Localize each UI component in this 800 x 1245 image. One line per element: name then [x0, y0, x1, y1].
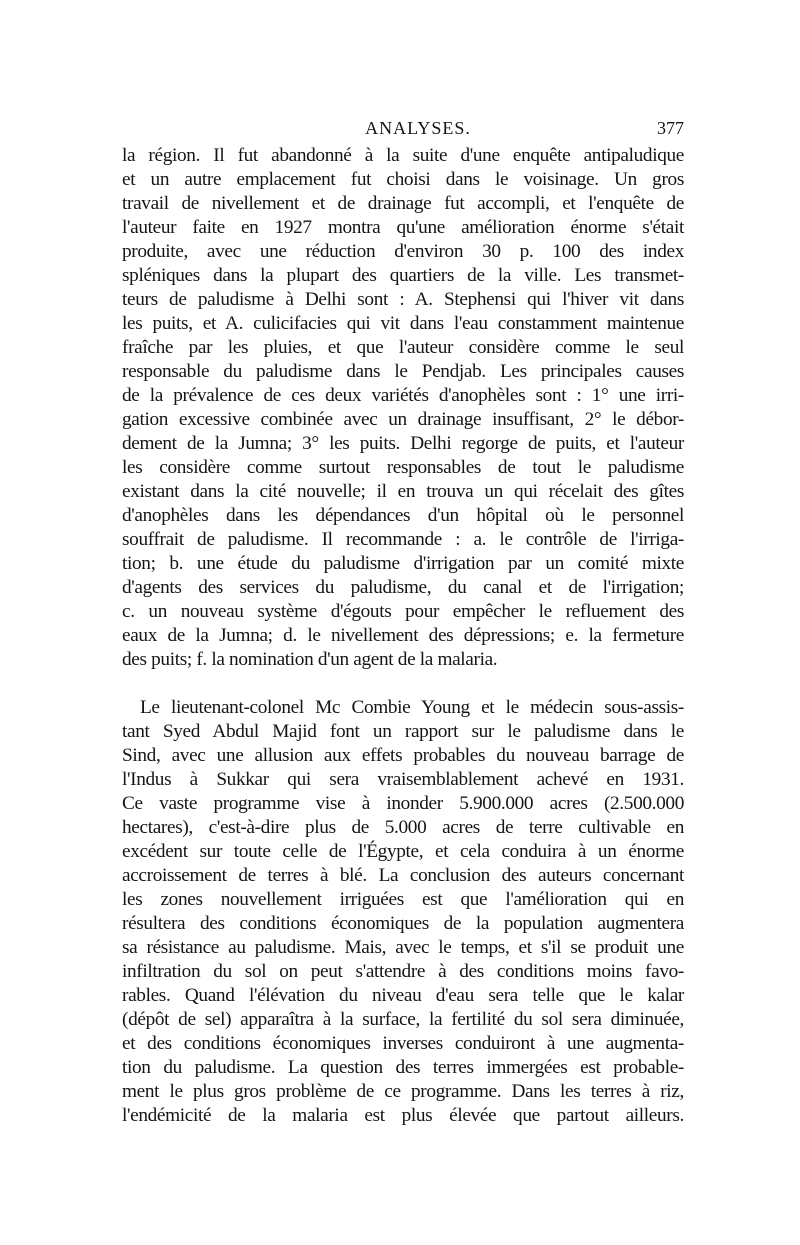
text-line: l'endémicité de la malaria est plus élevée que partout ailleurs.: [122, 1105, 684, 1126]
text-line: de la prévalence de ces deux variétés d'anophèles sont : 1° une irri-: [122, 385, 684, 406]
text-line: teurs de paludisme à Delhi sont : A. Stephensi qui l'hiver vit dans: [122, 289, 684, 310]
text-line: travail de nivellement et de drainage fut accompli, et l'enquête de: [122, 193, 684, 214]
text-line: gation excessive combinée avec un drainage insuffisant, 2° le débor-: [122, 409, 684, 430]
text-line: sa résistance au paludisme. Mais, avec le temps, et s'il se produit une: [122, 937, 684, 958]
text-line: tion; b. une étude du paludisme d'irrigation par un comité mixte: [122, 553, 684, 574]
text-line: fraîche par les pluies, et que l'auteur considère comme le seul: [122, 337, 684, 358]
text-line: et des conditions économiques inverses conduiront à une augmenta-: [122, 1033, 684, 1054]
running-title: ANALYSES.: [365, 118, 471, 138]
text-line: d'agents des services du paludisme, du canal et de l'irrigation;: [122, 577, 684, 598]
text-line: les zones nouvellement irriguées est que l'amélioration qui en: [122, 889, 684, 910]
text-line: tant Syed Abdul Majid font un rapport sur le paludisme dans le: [122, 721, 684, 742]
text-line: la région. Il fut abandonné à la suite d'une enquête antipaludique: [122, 145, 684, 166]
text-line: responsable du paludisme dans le Pendjab. Les principales causes: [122, 361, 684, 382]
text-line: l'Indus à Sukkar qui sera vraisemblablement achevé en 1931.: [122, 769, 684, 790]
text-line: Le lieutenant-colonel Mc Combie Young et le médecin sous-assis-: [140, 697, 684, 718]
text-line: tion du paludisme. La question des terres immergées est probable-: [122, 1057, 684, 1078]
text-line: (dépôt de sel) apparaîtra à la surface, la fertilité du sol sera diminuée,: [122, 1009, 684, 1030]
page-number: 377: [657, 118, 684, 138]
running-head: [122, 112, 684, 142]
paragraph-sind-barrage: [122, 696, 684, 1128]
text-line: les puits, et A. culicifacies qui vit dans l'eau constamment maintenue: [122, 313, 684, 334]
text-line: les considère comme surtout responsables de tout le paludisme: [122, 457, 684, 478]
text-line: rables. Quand l'élévation du niveau d'eau sera telle que le kalar: [122, 985, 684, 1006]
text-line: Ce vaste programme vise à inonder 5.900.000 acres (2.500.000: [122, 793, 684, 814]
text-line: dement de la Jumna; 3° les puits. Delhi regorge de puits, et l'auteur: [122, 433, 684, 454]
text-line: souffrait de paludisme. Il recommande : a. le contrôle de l'irriga-: [122, 529, 684, 550]
text-line: et un autre emplacement fut choisi dans le voisinage. Un gros: [122, 169, 684, 190]
text-line: ment le plus gros problème de ce programme. Dans les terres à riz,: [122, 1081, 684, 1102]
text-line: infiltration du sol on peut s'attendre à des conditions moins favo-: [122, 961, 684, 982]
text-line: c. un nouveau système d'égouts pour empêcher le refluement des: [122, 601, 684, 622]
text-line: Sind, avec une allusion aux effets probables du nouveau barrage de: [122, 745, 684, 766]
text-line: excédent sur toute celle de l'Égypte, et cela conduira à un énorme: [122, 841, 684, 862]
text-line: résultera des conditions économiques de la population augmentera: [122, 913, 684, 934]
paragraph-delhi-malaria: [122, 144, 684, 672]
text-line: produite, avec une réduction d'environ 30 p. 100 des index: [122, 241, 684, 262]
text-line: des puits; f. la nomination d'un agent de la malaria.: [122, 649, 498, 670]
text-line: existant dans la cité nouvelle; il en trouva un qui récelait des gîtes: [122, 481, 684, 502]
text-line: d'anophèles dans les dépendances d'un hôpital où le personnel: [122, 505, 684, 526]
text-line: spléniques dans la plupart des quartiers de la ville. Les transmet-: [122, 265, 684, 286]
text-line: l'auteur faite en 1927 montra qu'une amélioration énorme s'était: [122, 217, 684, 238]
text-line: hectares), c'est-à-dire plus de 5.000 acres de terre cultivable en: [122, 817, 684, 838]
text-line: accroissement de terres à blé. La conclusion des auteurs concernant: [122, 865, 684, 886]
text-line: eaux de la Jumna; d. le nivellement des dépressions; e. la fermeture: [122, 625, 684, 646]
book-page: [122, 112, 684, 1128]
